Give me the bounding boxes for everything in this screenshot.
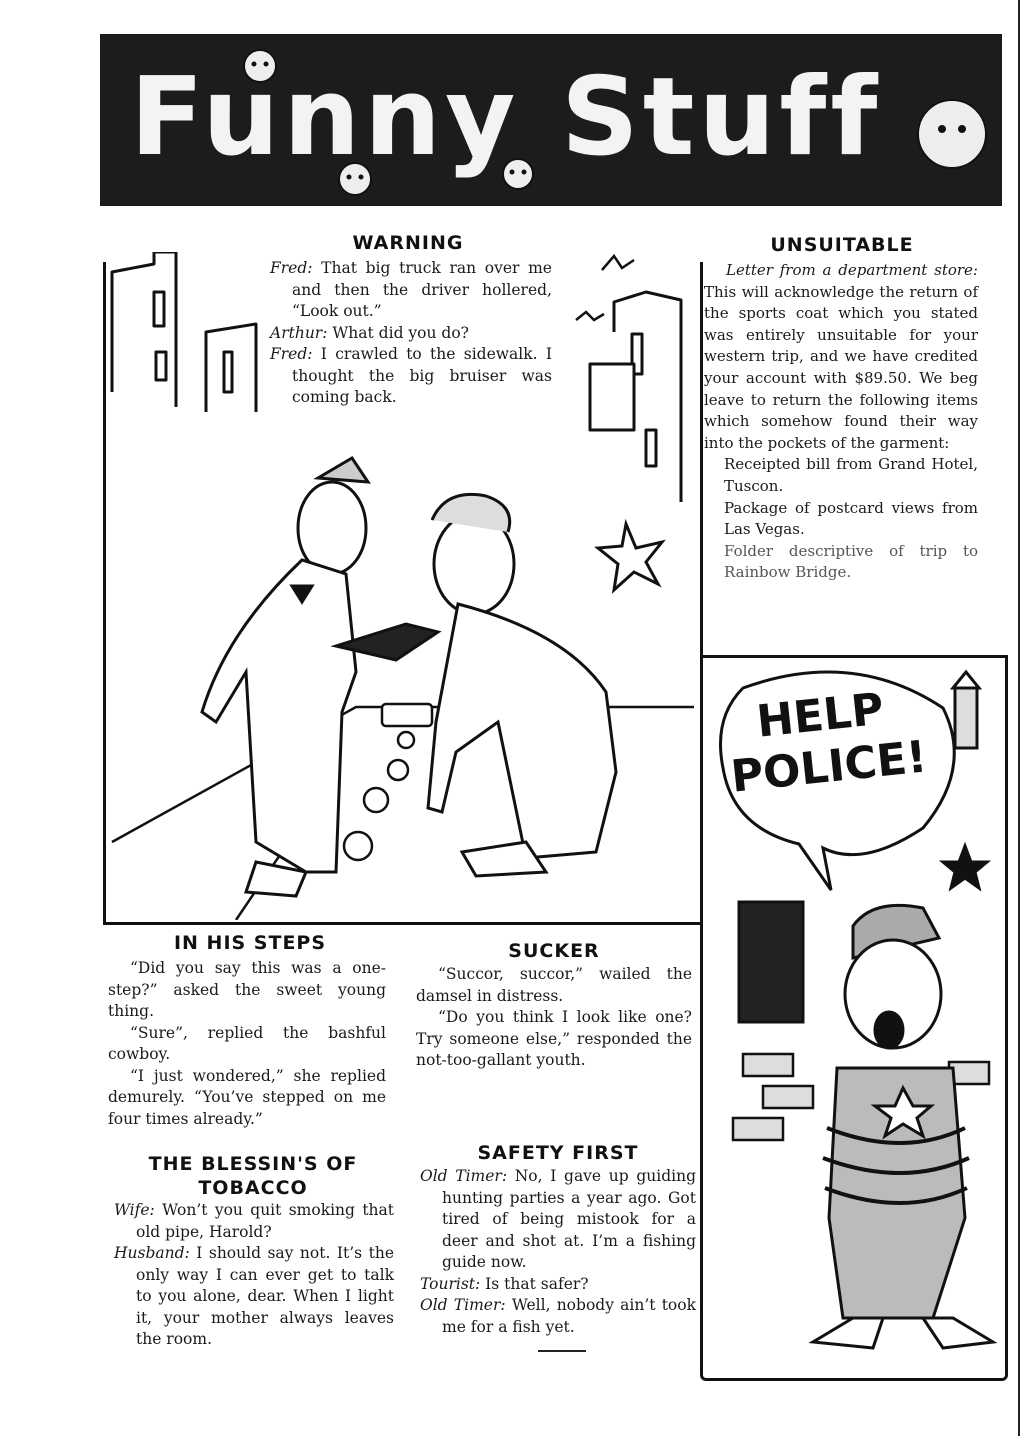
- sucker-body: [416, 964, 692, 1072]
- window: [739, 902, 803, 1022]
- unsuitable-item: Receipted bill from Grand Hotel, Tuscon.: [724, 455, 978, 495]
- star-icon: [943, 846, 987, 888]
- unsuitable-body: [704, 260, 978, 584]
- end-rule: [538, 1350, 586, 1352]
- warning-body: [270, 258, 552, 409]
- tobacco-line: Wife: Won’t you quit smoking that old pipe, Harold?: [114, 1201, 395, 1241]
- chimney: [955, 688, 977, 748]
- tobacco-headline-line1: THE BLESSIN'S OF: [148, 1153, 358, 1175]
- building-left: [112, 252, 176, 407]
- safety-line: Old Timer: No, I gave up guiding hunting parties a year ago. Got tired of being mistook for a deer and shot at. I’m a fishing guide now.: [420, 1167, 696, 1271]
- warning-line: Fred: That big truck ran over me and then the driver hollered, “Look out.”: [270, 259, 552, 320]
- unsuitable-headline: UNSUITABLE: [770, 234, 914, 256]
- title-banner: [100, 34, 1002, 206]
- in-his-steps-body: [108, 958, 386, 1130]
- warning-line: Fred: I crawled to the sidewalk. I thought the big bruiser was coming back.: [270, 345, 552, 406]
- in-his-steps-paragraph: “Did you say this was a one-step?” asked the sweet young thing.: [108, 959, 386, 1020]
- in-his-steps-headline: IN HIS STEPS: [173, 932, 327, 954]
- page-edge: [1018, 0, 1020, 1436]
- man-left-figure: [202, 458, 368, 896]
- bubble-line-help: HELP: [754, 683, 887, 748]
- banner-title: Funny Stuff: [130, 55, 882, 180]
- dropped-items: [344, 704, 432, 860]
- tobacco-headline: [112, 1152, 394, 1200]
- in-his-steps-paragraph: “Sure”, replied the bashful cowboy.: [108, 1023, 386, 1063]
- unsuitable-item: Folder descriptive of trip to Rainbow Bridge.: [724, 541, 978, 582]
- tobacco-headline-line2: TOBACCO: [198, 1177, 308, 1199]
- policeman-figure: [813, 905, 993, 1348]
- safety-line: Old Timer: Well, nobody ain’t took me for a fish yet.: [420, 1296, 696, 1336]
- safety-line: Tourist: Is that safer?: [420, 1274, 589, 1293]
- bubble-line-police: POLICE!: [728, 731, 930, 803]
- sucker-paragraph: “Succor, succor,” wailed the damsel in distress.: [416, 965, 692, 1005]
- unsuitable-intro: Letter from a department store: This will acknowledge the return of the sports coat which you stated was entirely unsuitable for your western trip, and we have credited your account with $89.50. We beg leave to return the following items which somehow found their way into the pockets of the garment:: [704, 261, 978, 452]
- tobacco-body: [114, 1200, 394, 1351]
- warning-line: Arthur: What did you do?: [270, 323, 469, 342]
- in-his-steps-paragraph: “I just wondered,” she replied demurely. “You’ve stepped on me four times already.”: [108, 1066, 386, 1128]
- bubble-text: [723, 680, 930, 803]
- star-icon: [598, 524, 662, 590]
- sucker-headline: SUCKER: [508, 940, 600, 962]
- man-right-figure: [336, 494, 616, 876]
- safety-first-body: [420, 1166, 696, 1338]
- safety-first-headline: SAFETY FIRST: [477, 1142, 639, 1164]
- sucker-paragraph: “Do you think I look like one? Try someone else,” responded the not-too-gallant youth.: [416, 1008, 692, 1069]
- warning-headline: WARNING: [352, 232, 464, 254]
- tobacco-line: Husband: I should say not. It’s the only way I can ever get to talk to you alone, dear. When I light it, your mother always leaves the room.: [114, 1244, 394, 1348]
- unsuitable-item: Package of postcard views from Las Vegas.: [724, 498, 978, 539]
